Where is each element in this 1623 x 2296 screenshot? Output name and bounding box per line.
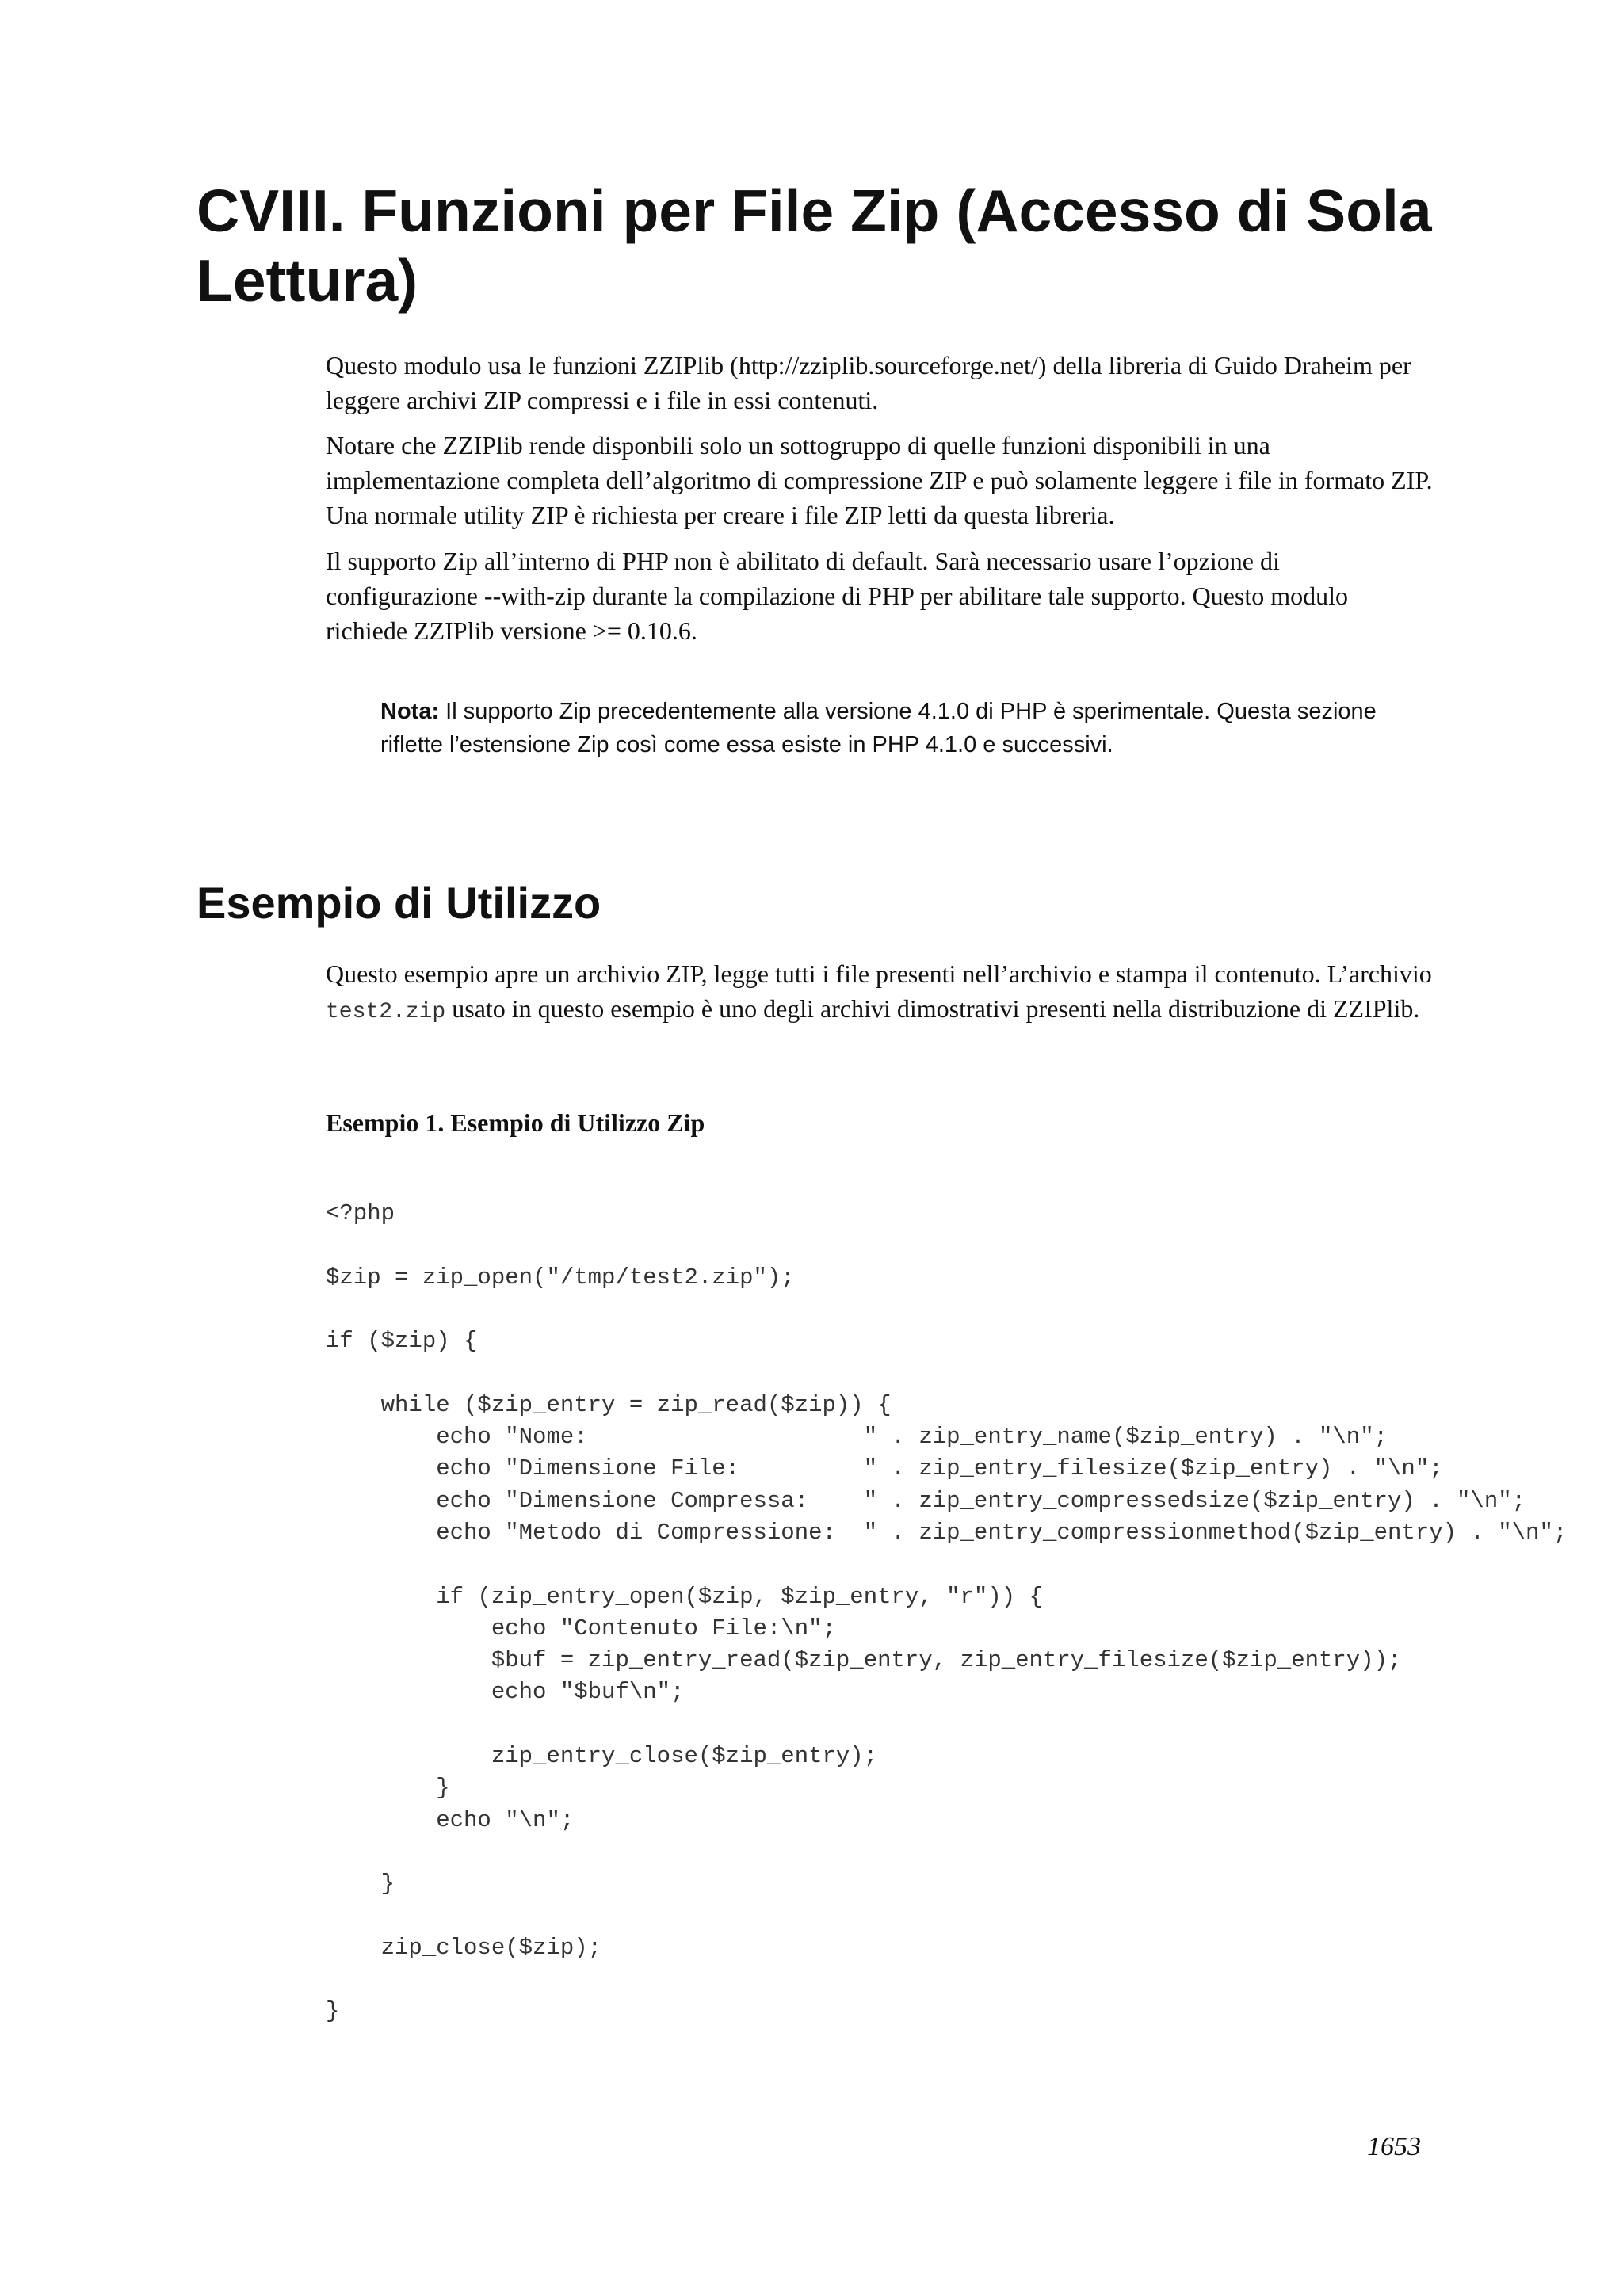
code-line: } bbox=[326, 1871, 395, 1897]
intro-paragraph-3: Il supporto Zip all’interno di PHP non è abilitato di default. Sarà necessario usare l’opzione di configurazione --with-zip durante la compilazione di PHP per abilitare tale supporto. Questo modulo richiede ZZIPlib versione >= 0.10.6. bbox=[326, 547, 1348, 645]
code-block bbox=[326, 1198, 1623, 2028]
code-line: $zip = zip_open("/tmp/test2.zip"); bbox=[326, 1264, 795, 1291]
note-label: Nota: bbox=[380, 699, 440, 724]
example-paragraph-text-after: usato in questo esempio è uno degli archivi dimostrativi presenti nella distribuzione di ZZIPlib. bbox=[445, 994, 1420, 1023]
code-line bbox=[326, 1357, 1623, 1389]
code-line: echo "Dimensione Compressa: " . zip_entry_compressedsize($zip_entry) . "\n"; bbox=[326, 1487, 1526, 1514]
code-line bbox=[326, 1901, 1623, 1932]
code-line bbox=[326, 1836, 1623, 1868]
example-paragraph-text-before: Questo esempio apre un archivio ZIP, legge tutti i file presenti nell’archivio e stampa il contenuto. L’archivio bbox=[326, 959, 1432, 988]
code-line: <?php bbox=[326, 1200, 395, 1226]
code-line: echo "Nome: " . zip_entry_name($zip_entry) . "\n"; bbox=[326, 1424, 1388, 1451]
note-box bbox=[380, 695, 1411, 761]
page-number: 1653 bbox=[1367, 2132, 1421, 2161]
example-paragraph bbox=[326, 956, 1435, 1030]
code-line: zip_entry_close($zip_entry); bbox=[326, 1743, 878, 1770]
example-caption: Esempio 1. Esempio di Utilizzo Zip bbox=[326, 1108, 705, 1137]
code-line: echo "Metodo di Compressione: " . zip_entry_compressionmethod($zip_entry) . "\n"; bbox=[326, 1519, 1568, 1546]
note-text: Il supporto Zip precedentemente alla versione 4.1.0 di PHP è sperimentale. Questa sezione riflette l’estensione Zip così come essa esiste in PHP 4.1.0 e successivi. bbox=[380, 699, 1377, 757]
code-line bbox=[326, 1964, 1623, 1996]
code-line: if (zip_entry_open($zip, $zip_entry, "r")) { bbox=[326, 1583, 1043, 1610]
section-title: Esempio di Utilizzo bbox=[197, 878, 601, 928]
code-line: echo "Dimensione File: " . zip_entry_filesize($zip_entry) . "\n"; bbox=[326, 1455, 1443, 1482]
intro-paragraph-1: Questo modulo usa le funzioni ZZIPlib (http://zziplib.sourceforge.net/) della libreria di Guido Draheim per leggere archivi ZIP compressi e i file in essi contenuti. bbox=[326, 351, 1411, 414]
code-line bbox=[326, 1230, 1623, 1261]
code-line: zip_close($zip); bbox=[326, 1934, 602, 1961]
code-line bbox=[326, 1709, 1623, 1741]
code-line bbox=[326, 1549, 1623, 1581]
code-line: if ($zip) { bbox=[326, 1328, 478, 1355]
code-line: } bbox=[326, 1775, 450, 1802]
code-line: } bbox=[326, 1998, 340, 2025]
code-line: $buf = zip_entry_read($zip_entry, zip_entry_filesize($zip_entry)); bbox=[326, 1647, 1402, 1674]
inline-code-filename: test2.zip bbox=[326, 1000, 446, 1024]
intro-paragraph-2: Notare che ZZIPlib rende disponbili solo un sottogruppo di quelle funzioni disponibili in una implementazione completa dell’algoritmo di compressione ZIP e può solamente leggere i file in formato ZIP. Una normale utility ZIP è richiesta per creare i file ZIP letti da questa libreria. bbox=[326, 431, 1433, 529]
code-line bbox=[326, 1294, 1623, 1325]
code-line: echo "\n"; bbox=[326, 1806, 575, 1833]
code-line: while ($zip_entry = zip_read($zip)) { bbox=[326, 1391, 892, 1418]
chapter-title: CVIII. Funzioni per File Zip (Accesso di Sola Lettura) bbox=[197, 177, 1432, 314]
code-line: echo "$buf\n"; bbox=[326, 1679, 685, 1706]
code-line: echo "Contenuto File:\n"; bbox=[326, 1615, 836, 1642]
